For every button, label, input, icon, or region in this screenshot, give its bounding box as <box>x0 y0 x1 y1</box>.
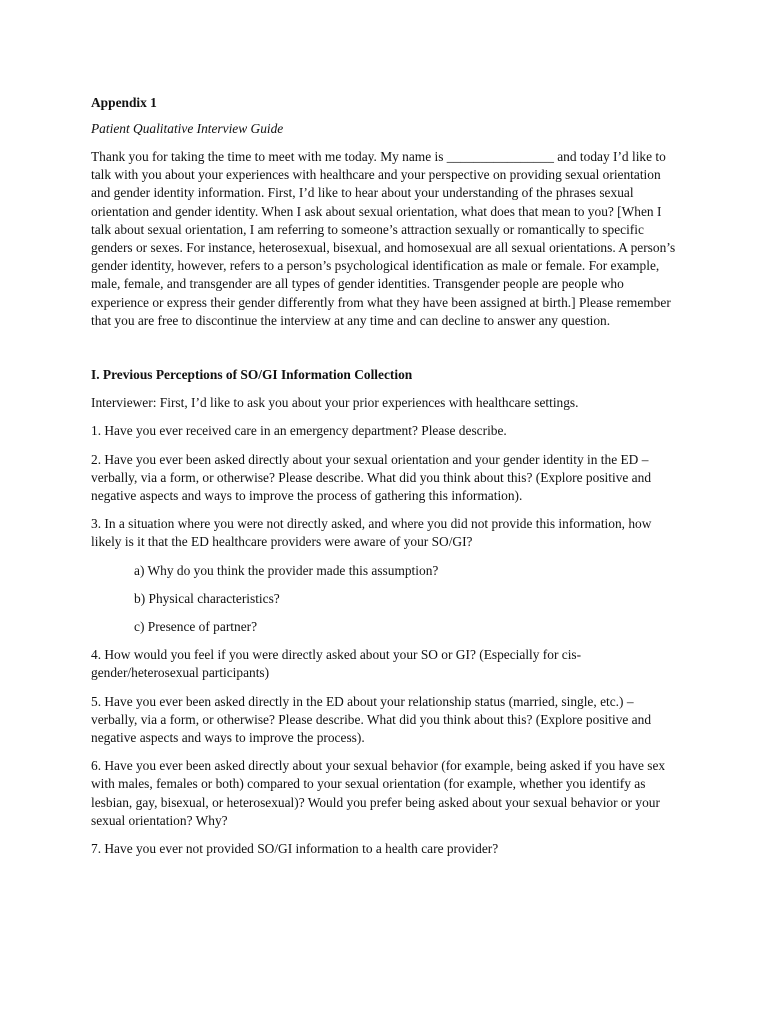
appendix-title: Appendix 1 <box>91 95 157 110</box>
appendix-subtitle: Patient Qualitative Interview Guide <box>91 121 284 136</box>
question-3b: b) Physical characteristics? <box>134 590 280 606</box>
question-5: 5. Have you ever been asked directly in the ED about your relationship status (married, single, etc.) – verbally, via a form, or otherwise? Please describe. What did you think about this? (Explore positive and negative aspects and ways to improve the process). <box>91 693 652 746</box>
question-4: 4. How would you feel if you were directly asked about your SO or GI? (Especially for cis-gender/heterosexual participants) <box>91 647 582 681</box>
question-3a: a) Why do you think the provider made this assumption? <box>134 562 439 578</box>
question-3: 3. In a situation where you were not directly asked, and where you did not provide this information, how likely is it that the ED healthcare providers were aware of your SO/GI? <box>91 516 652 550</box>
question-2: 2. Have you ever been asked directly about your sexual orientation and your gender identity in the ED – verbally, via a form, or otherwise? Please describe. What did you think about this? (Explore positive and negative aspects and ways to improve the process of gathering this information). <box>91 451 652 504</box>
section-heading: I. Previous Perceptions of SO/GI Information Collection <box>91 367 413 383</box>
question-3c: c) Presence of partner? <box>134 619 258 635</box>
interviewer-line: Interviewer: First, I’d like to ask you about your prior experiences with healthcare settings. <box>91 395 579 411</box>
intro-paragraph: Thank you for taking the time to meet with me today. My name is ________________ and today I’d like to talk with you about your experiences with healthcare and your perspective on providing sexual orientation and gender identity information. First, I’d like to hear about your understanding of the phrases sexual orientation and gender identity. When I ask about sexual orientation, what does that mean to you? [When I talk about sexual orientation, I am referring to someone’s attraction sexually or romantically to specific genders or sexes. For instance, heterosexual, bisexual, and homosexual are all sexual orientations. A person’s gender identity, however, refers to a person’s psychological identification as male or female. For example, male, female, and transgender are all types of gender identities. Transgender people are people who experience or express their gender differently from what they have been assigned at birth.] Please remember that you are free to discontinue the interview at any time and can decline to answer any question. <box>91 149 676 328</box>
question-6: 6. Have you ever been asked directly about your sexual behavior (for example, being asked if you have sex with males, females or both) compared to your sexual orientation (for example, whether you identify as lesbian, gay, bisexual, or heterosexual)? Would you prefer being asked about your sexual behavior or your sexual orientation? Why? <box>91 758 666 828</box>
document-page <box>91 92 681 858</box>
question-1: 1. Have you ever received care in an emergency department? Please describe. <box>91 423 507 439</box>
question-7: 7. Have you ever not provided SO/GI information to a health care provider? <box>91 841 499 857</box>
